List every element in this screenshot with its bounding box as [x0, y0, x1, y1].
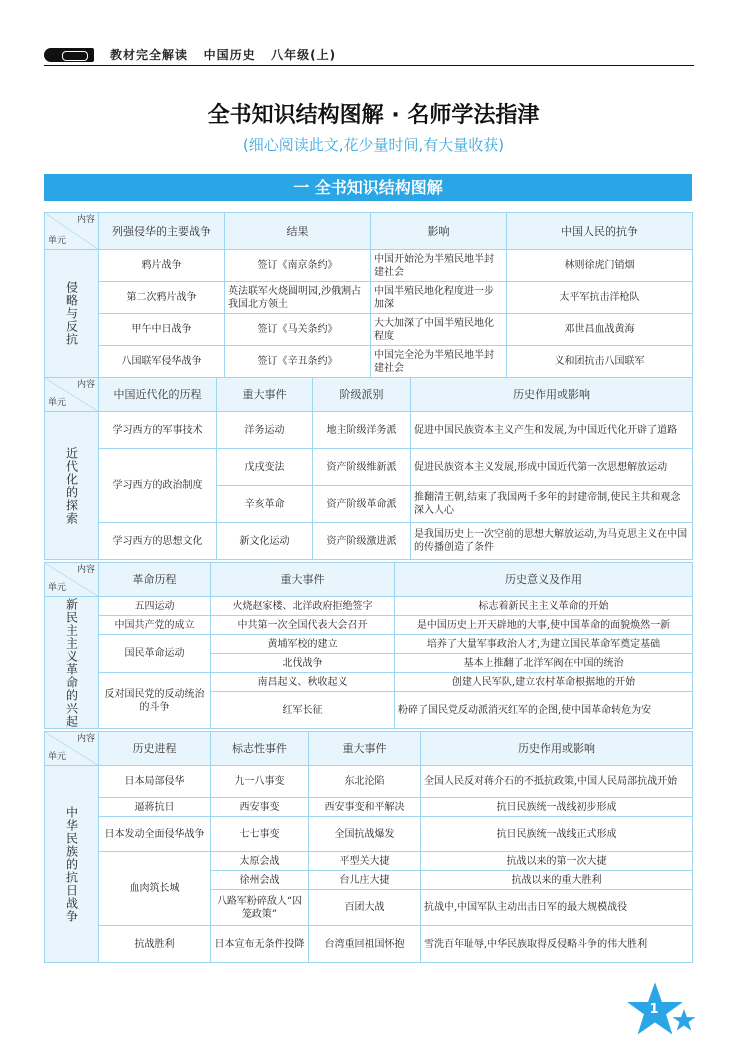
col-header: 阶级派别 [313, 378, 411, 412]
table-cell: 八路军粉碎敌人“囚笼政策” [211, 890, 309, 926]
table-cell: 反对国民党的反动统治的斗争 [99, 673, 211, 729]
table-cell: 林则徐虎门销烟 [507, 250, 693, 282]
table-cell: 中国共产党的成立 [99, 616, 211, 635]
table-cell: 是我国历史上一次空前的思想大解放运动,为马克思主义在中国的传播创造了条件 [411, 523, 693, 560]
page-number: 1 [649, 1002, 659, 1017]
col-header: 革命历程 [99, 563, 211, 597]
table-cell: 西安事变 [211, 798, 309, 817]
header-rule [44, 65, 694, 66]
table-cell: 英法联军火烧圆明园,沙俄割占我国北方领土 [225, 282, 371, 314]
table-new-democratic-revolution [44, 562, 693, 729]
col-header: 中国人民的抗争 [507, 213, 693, 250]
col-header: 结果 [225, 213, 371, 250]
table-cell: 台儿庄大捷 [309, 871, 421, 890]
table-cell: 学习西方的政治制度 [99, 449, 217, 523]
table-cell: 签订《南京条约》 [225, 250, 371, 282]
corner-cell: 内容 单元 [45, 563, 99, 597]
table-cell: 五四运动 [99, 597, 211, 616]
table-cell: 平型关大捷 [309, 852, 421, 871]
corner-cell: 内容 单元 [45, 213, 99, 250]
table-cell: 中国半殖民地化程度进一步加深 [371, 282, 507, 314]
col-header: 重大事件 [217, 378, 313, 412]
table-cell: 标志着新民主主义革命的开始 [395, 597, 693, 616]
table-cell: 粉碎了国民党反动派消灭红军的企图,使中国革命转危为安 [395, 692, 693, 729]
table-cell: 抗战中,中国军队主动出击日军的最大规模战役 [421, 890, 693, 926]
table-cell: 火烧赵家楼、北洋政府拒绝签字 [211, 597, 395, 616]
table-cell: 东北沦陷 [309, 766, 421, 798]
table-cell: 全国抗战爆发 [309, 817, 421, 852]
col-header: 历史进程 [99, 732, 211, 766]
table-cell: 促进民族资本主义发展,形成中国近代第一次思想解放运动 [411, 449, 693, 486]
col-header: 历史作用或影响 [421, 732, 693, 766]
col-header: 标志性事件 [211, 732, 309, 766]
unit-label: 近代化的探索 [45, 412, 99, 560]
table-cell: 太平军抗击洋枪队 [507, 282, 693, 314]
table-cell: 日本宣布无条件投降 [211, 926, 309, 963]
table-cell: 中国完全沦为半殖民地半封建社会 [371, 346, 507, 378]
table-cell: 日本局部侵华 [99, 766, 211, 798]
table-modernization [44, 377, 693, 560]
unit-label: 侵略与反抗 [45, 250, 99, 378]
table-cell: 黄埔军校的建立 [211, 635, 395, 654]
table-cell: 逼蒋抗日 [99, 798, 211, 817]
table-invasion-resistance [44, 212, 693, 378]
table-anti-japanese-war [44, 731, 693, 963]
table-cell: 学习西方的军事技术 [99, 412, 217, 449]
subject: 中国历史 [203, 48, 256, 62]
table-cell: 鸦片战争 [99, 250, 225, 282]
col-header: 影响 [371, 213, 507, 250]
table-cell: 签订《辛丑条约》 [225, 346, 371, 378]
table-cell: 西安事变和平解决 [309, 798, 421, 817]
table-cell: 签订《马关条约》 [225, 314, 371, 346]
table-cell: 血肉筑长城 [99, 852, 211, 926]
table-cell: 创建人民军队,建立农村革命根据地的开始 [395, 673, 693, 692]
table-cell: 洋务运动 [217, 412, 313, 449]
table-cell: 甲午中日战争 [99, 314, 225, 346]
col-header: 重大事件 [309, 732, 421, 766]
table-cell: 推翻清王朝,结束了我国两千多年的封建帝制,使民主共和观念深入人心 [411, 486, 693, 523]
table-cell: 中国开始沦为半殖民地半封建社会 [371, 250, 507, 282]
table-cell: 台湾重回祖国怀抱 [309, 926, 421, 963]
grade: 八年级(上) [271, 48, 337, 62]
publisher-logo [44, 48, 94, 62]
table-cell: 抗日民族统一战线正式形成 [421, 817, 693, 852]
table-cell: 基本上推翻了北洋军阀在中国的统治 [395, 654, 693, 673]
table-cell: 抗战胜利 [99, 926, 211, 963]
col-header: 历史意义及作用 [395, 563, 693, 597]
table-cell: 资产阶级维新派 [313, 449, 411, 486]
table-cell: 日本发动全面侵华战争 [99, 817, 211, 852]
table-cell: 九一八事变 [211, 766, 309, 798]
col-header: 历史作用或影响 [411, 378, 693, 412]
table-cell: 是中国历史上开天辟地的大事,使中国革命的面貌焕然一新 [395, 616, 693, 635]
unit-label: 中华民族的抗日战争 [45, 766, 99, 963]
table-cell: 资产阶级革命派 [313, 486, 411, 523]
col-header: 重大事件 [211, 563, 395, 597]
table-cell: 戊戌变法 [217, 449, 313, 486]
table-cell: 徐州会战 [211, 871, 309, 890]
col-header: 列强侵华的主要战争 [99, 213, 225, 250]
table-cell: 第二次鸦片战争 [99, 282, 225, 314]
table-cell: 新文化运动 [217, 523, 313, 560]
table-cell: 南昌起义、秋收起义 [211, 673, 395, 692]
section-banner: 一 全书知识结构图解 [44, 174, 692, 201]
corner-cell: 内容 单元 [45, 732, 99, 766]
table-cell: 七七事变 [211, 817, 309, 852]
table-cell: 全国人民反对蒋介石的不抵抗政策,中国人民局部抗战开始 [421, 766, 693, 798]
table-cell: 抗日民族统一战线初步形成 [421, 798, 693, 817]
table-cell: 培养了大量军事政治人才,为建立国民革命军奠定基础 [395, 635, 693, 654]
table-cell: 资产阶级激进派 [313, 523, 411, 560]
table-cell: 太原会战 [211, 852, 309, 871]
unit-label: 新民主主义革命的兴起 [45, 597, 99, 729]
table-cell: 促进中国民族资本主义产生和发展,为中国近代化开辟了道路 [411, 412, 693, 449]
table-cell: 红军长征 [211, 692, 395, 729]
table-cell: 北伐战争 [211, 654, 395, 673]
small-star-icon [672, 1008, 696, 1032]
table-cell: 抗战以来的重大胜利 [421, 871, 693, 890]
table-cell: 八国联军侵华战争 [99, 346, 225, 378]
table-cell: 抗战以来的第一次大捷 [421, 852, 693, 871]
table-cell: 国民革命运动 [99, 635, 211, 673]
book-title: 教材完全解读 [110, 48, 189, 62]
corner-cell: 内容 单元 [45, 378, 99, 412]
running-header [110, 46, 336, 63]
page-subtitle: (细心阅读此文,花少量时间,有大量收获) [242, 136, 505, 154]
table-cell: 大大加深了中国半殖民地化程度 [371, 314, 507, 346]
table-cell: 中共第一次全国代表大会召开 [211, 616, 395, 635]
table-cell: 雪洗百年耻辱,中华民族取得反侵略斗争的伟大胜利 [421, 926, 693, 963]
table-cell: 地主阶级洋务派 [313, 412, 411, 449]
table-cell: 学习西方的思想文化 [99, 523, 217, 560]
table-cell: 百团大战 [309, 890, 421, 926]
table-cell: 邓世昌血战黄海 [507, 314, 693, 346]
page-title: 全书知识结构图解 · 名师学法指津 [207, 103, 540, 128]
table-cell: 辛亥革命 [217, 486, 313, 523]
table-cell: 义和团抗击八国联军 [507, 346, 693, 378]
col-header: 中国近代化的历程 [99, 378, 217, 412]
